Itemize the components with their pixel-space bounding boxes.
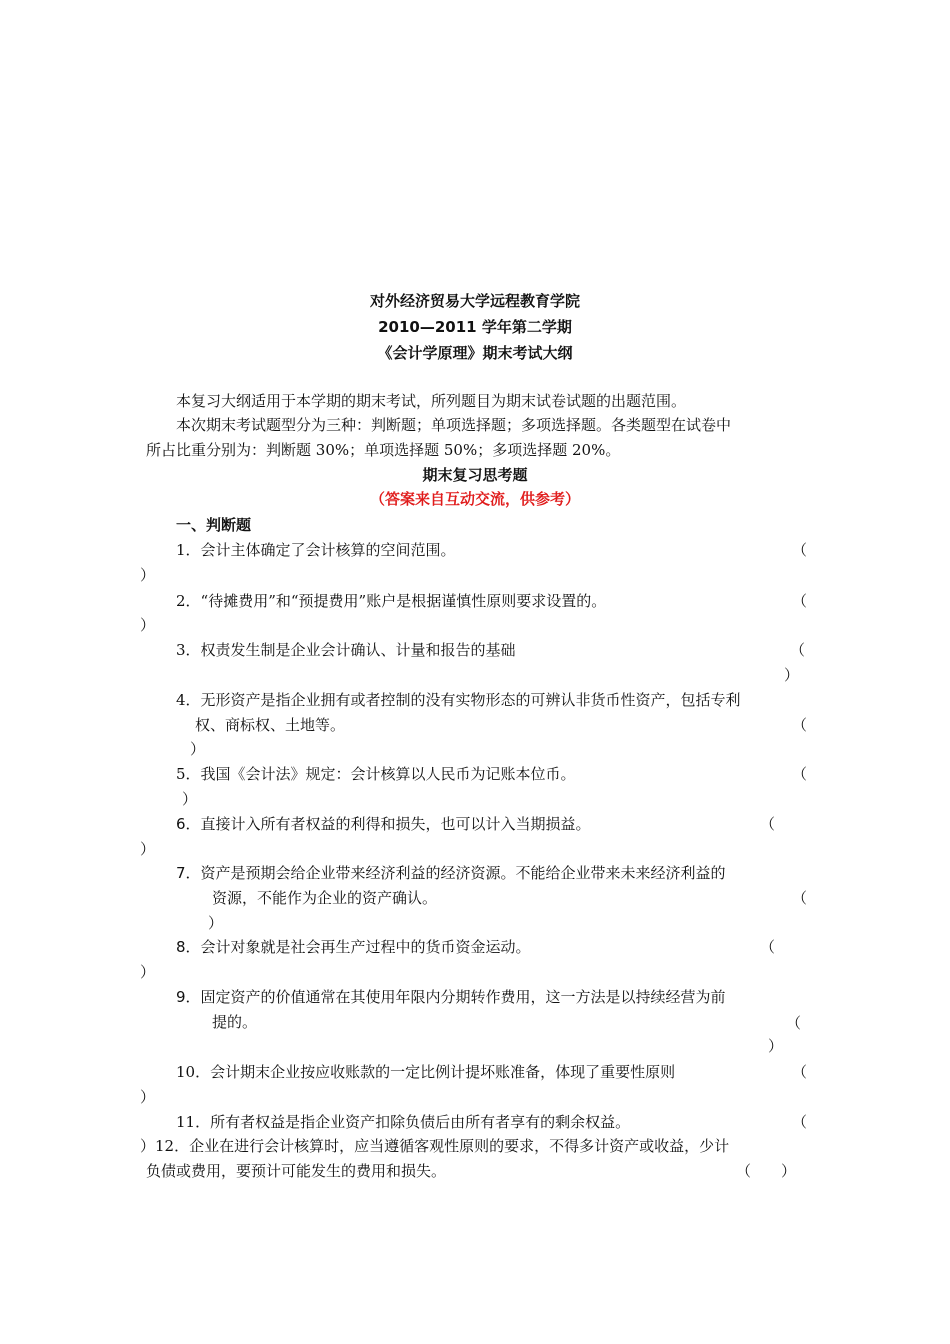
answer-paren-close: ） xyxy=(140,566,156,584)
answer-paren-open: （ xyxy=(760,938,776,956)
answer-paren-open: （ xyxy=(792,1063,808,1081)
question-11: 11．所有者权益是指企业资产扣除负债后由所有者享有的剩余权益。 xyxy=(176,1113,631,1131)
question-5: 5．我国《会计法》规定：会计核算以人民币为记账本位币。 xyxy=(176,765,576,783)
review-heading: 期末复习思考题 xyxy=(422,466,528,484)
answer-paren-open: （ xyxy=(786,1014,802,1032)
question-4-line-2: 权、商标权、土地等。 xyxy=(195,716,346,734)
section-heading-true-false: 一、判断题 xyxy=(176,516,252,534)
question-1: 1．会计主体确定了会计核算的空间范围。 xyxy=(176,541,456,559)
question-2: 2．“待摊费用”和“预提费用”账户是根据谨慎性原则要求设置的。 xyxy=(176,592,607,610)
answer-paren-open: （ xyxy=(792,1113,808,1131)
exam-title: 《会计学原理》期末考试大纲 xyxy=(377,344,573,362)
answer-paren-open: （ xyxy=(790,641,806,659)
answer-paren-open: （ xyxy=(792,716,808,734)
review-note: （答案来自互动交流，供参考） xyxy=(369,490,580,508)
question-6: 6．直接计入所有者权益的利得和损失，也可以计入当期损益。 xyxy=(176,815,591,833)
question-9-line-2: 提的。 xyxy=(212,1013,258,1031)
answer-paren-close: ） xyxy=(784,666,800,684)
question-7-line-1: 7．资产是预期会给企业带来经济利益的经济资源。不能给企业带来未来经济利益的 xyxy=(176,864,726,882)
question-9-line-1: 9．固定资产的价值通常在其使用年限内分期转作费用，这一方法是以持续经营为前 xyxy=(176,988,726,1006)
intro-paragraph-2-line-1: 本次期末考试题型分为三种：判断题；单项选择题；多项选择题。各类题型在试卷中 xyxy=(176,416,732,434)
answer-paren-close: ） xyxy=(182,790,198,808)
answer-paren-close: ） xyxy=(768,1037,784,1055)
answer-paren-close: ） xyxy=(208,914,224,932)
question-3: 3．权责发生制是企业会计确认、计量和报告的基础 xyxy=(176,641,516,659)
institution-title: 对外经济贸易大学远程教育学院 xyxy=(369,292,580,310)
answer-paren-open: （ xyxy=(792,592,808,610)
question-4-line-1: 4．无形资产是指企业拥有或者控制的没有实物形态的可辨认非货币性资产，包括专利 xyxy=(176,691,741,709)
question-8: 8．会计对象就是社会再生产过程中的货币资金运动。 xyxy=(176,938,531,956)
answer-paren-open: （ xyxy=(792,889,808,907)
answer-paren-close: ） xyxy=(140,840,156,858)
answer-paren-open: （ xyxy=(792,765,808,783)
answer-paren-close: ） xyxy=(190,740,206,758)
intro-paragraph-1: 本复习大纲适用于本学期的期末考试，所列题目为期末试卷试题的出题范围。 xyxy=(176,392,687,410)
question-10: 10．会计期末企业按应收账款的一定比例计提坏账准备，体现了重要性原则 xyxy=(176,1063,676,1081)
question-12-line-2: 负债或费用，要预计可能发生的费用和损失。 xyxy=(146,1162,447,1180)
question-12-line-1: ）12．企业在进行会计核算时，应当遵循客观性原则的要求，不得多计资产或收益，少计 xyxy=(140,1137,730,1155)
answer-paren-close: ） xyxy=(140,963,156,981)
answer-paren-open: （ xyxy=(760,815,776,833)
answer-paren-close: ） xyxy=(140,1088,156,1106)
intro-paragraph-2-line-2: 所占比重分别为：判断题 30%；单项选择题 50%；多项选择题 20%。 xyxy=(146,441,621,459)
answer-paren-close: ） xyxy=(140,616,156,634)
question-7-line-2: 资源，不能作为企业的资产确认。 xyxy=(212,889,438,907)
answer-parens: （ ） xyxy=(736,1162,797,1180)
term-title: 2010—2011 学年第二学期 xyxy=(378,318,572,336)
answer-paren-open: （ xyxy=(792,541,808,559)
